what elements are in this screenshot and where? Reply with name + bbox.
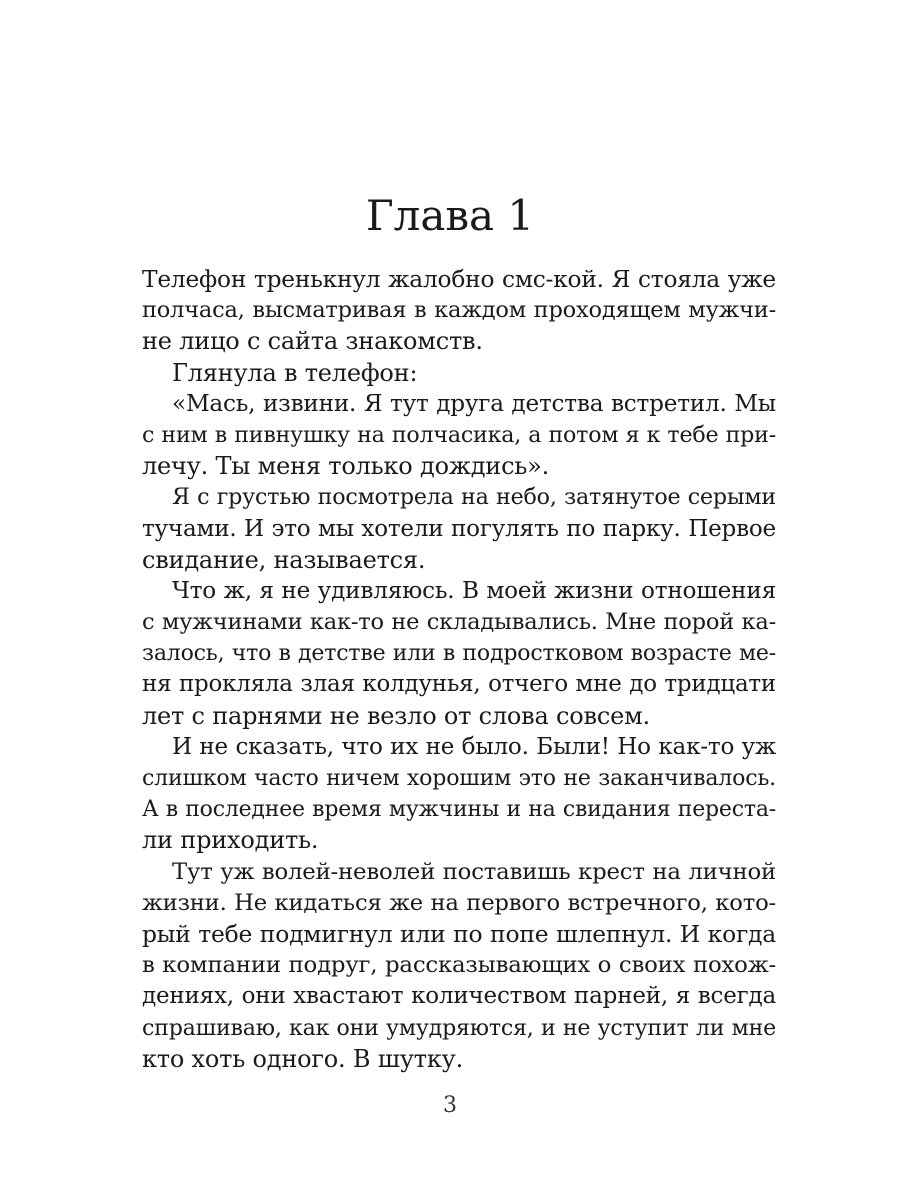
- text-line: спрашиваю, как они умудряются, и не уступит ли мне: [142, 1014, 776, 1041]
- text-line: залось, что в детстве или в подростковом возрасте ме-: [142, 641, 776, 667]
- text-line: А в последнее время мужчины и на свидания переста-: [142, 797, 776, 823]
- text-line: лечу. Ты меня только дождись».: [142, 452, 550, 481]
- chapter-title: Глава 1: [365, 191, 535, 240]
- text-line: слишком часто ничем хорошим это не заканчивалось.: [142, 765, 776, 791]
- text-line: в компании подруг, рассказывающих о своих похож-: [142, 952, 776, 979]
- text-line: тучами. И это мы хотели погулять по парку. Первое: [142, 515, 776, 542]
- text-line: полчаса, высматривая в каждом проходящем мужчи-: [142, 297, 776, 324]
- text-line: Телефон тренькнул жалобно смс-кой. Я стояла уже: [142, 266, 776, 293]
- text-line: Глянула в телефон:: [172, 358, 418, 387]
- text-line: Я с грустью посмотрела на небо, затянутое серыми: [172, 484, 776, 511]
- text-line: кто хоть одного. В шутку.: [142, 1044, 463, 1073]
- text-line: с ним в пивнушку на полчасика, а потом я к тебе при-: [142, 421, 776, 448]
- text-line: «Мась, извини. Я тут друга детства встретил. Мы: [172, 390, 776, 417]
- text-line: рый тебе подмигнул или по попе шлепнул. И когда: [142, 919, 776, 948]
- text-line: Что ж, я не удивляюсь. В моей жизни отношения: [172, 577, 776, 604]
- text-line: свидание, называется.: [142, 545, 426, 574]
- text-line: с мужчинами как-то не складывались. Мне порой ка-: [142, 609, 776, 636]
- text-line: дениях, они хвастают количеством парней, я всегда: [142, 983, 776, 1010]
- text-line: ня прокляла злая колдунья, отчего мне до тридцати: [142, 671, 776, 698]
- text-line: лет с парнями не везло от слова совсем.: [142, 701, 650, 730]
- text-line: И не сказать, что их не было. Были! Но как-то уж: [172, 733, 776, 760]
- text-line: Тут уж волей-неволей поставишь крест на личной: [172, 858, 776, 885]
- text-line: ли приходить.: [142, 826, 319, 855]
- text-line: жизни. Не кидаться же на первого встречного, кото-: [142, 889, 776, 916]
- page-number: 3: [443, 1093, 457, 1118]
- chapter-body: [142, 264, 776, 1075]
- text-line: не лицо с сайта знакомств.: [142, 327, 483, 356]
